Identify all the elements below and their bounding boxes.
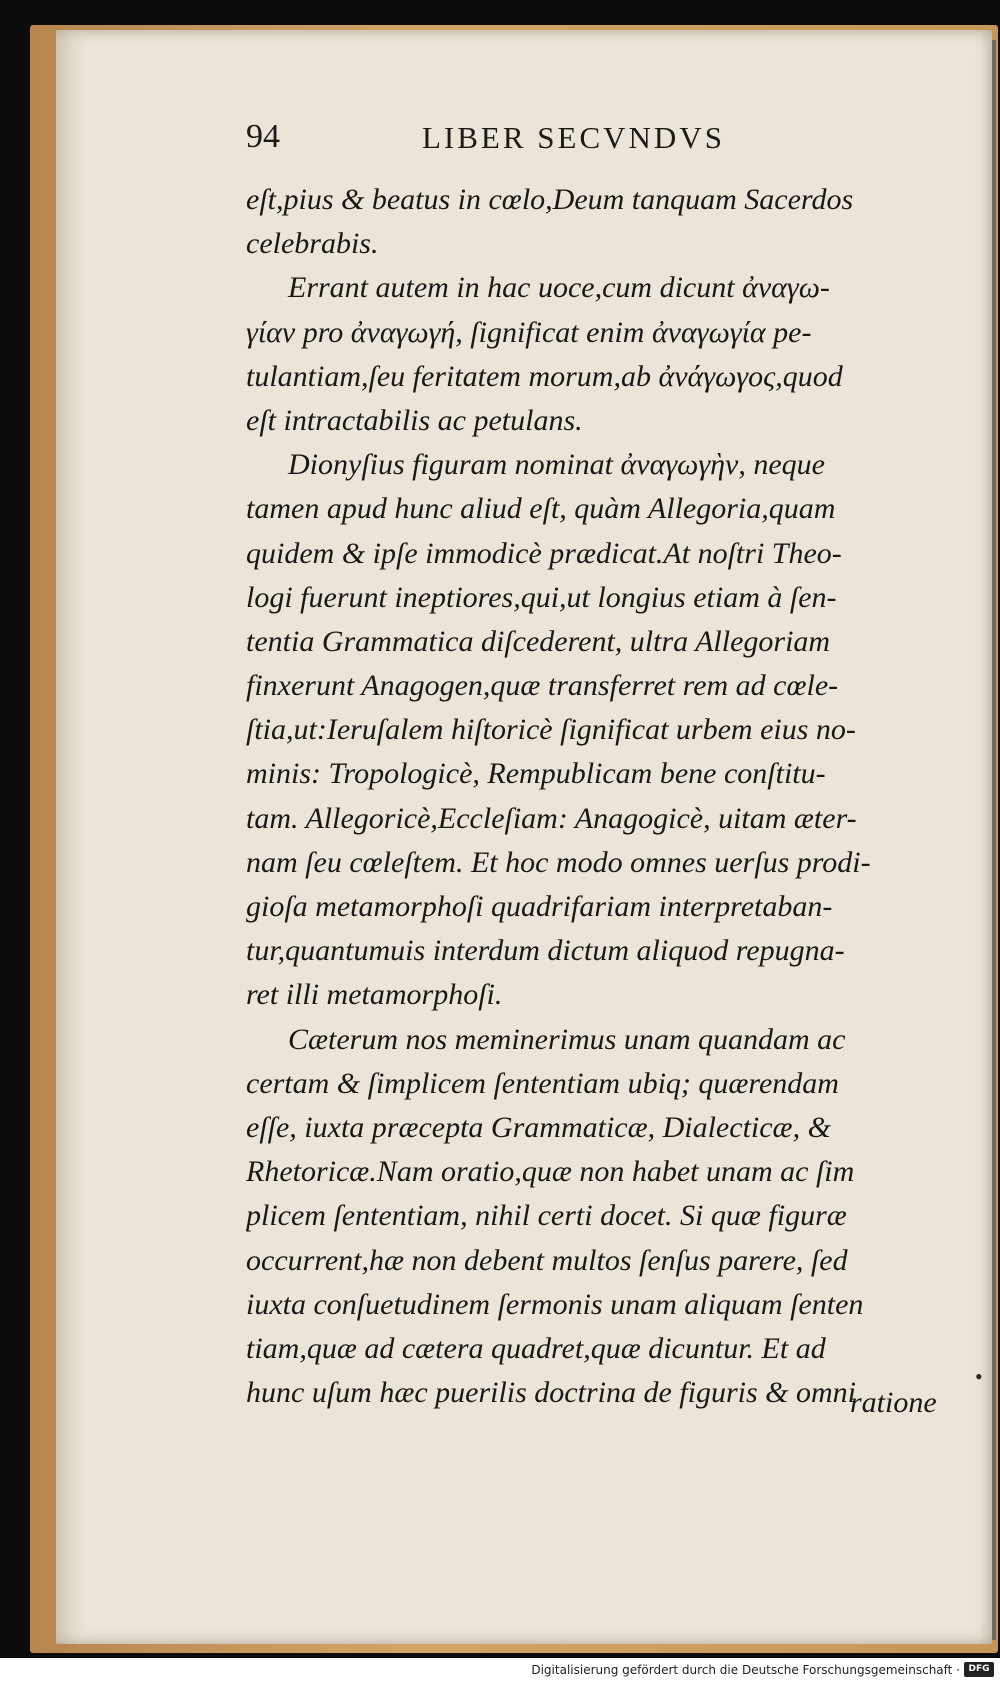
- dfg-logo: DFG: [964, 1662, 994, 1677]
- text-line: tamen apud hunc aliud eſt, quàm Allegoria,quam: [246, 492, 836, 526]
- text-line: nam ſeu cœleſtem. Et hoc modo omnes uerſus prodi-: [246, 845, 871, 879]
- text-line: logi fuerunt ineptiores,qui,ut longius etiam à ſen-: [246, 580, 837, 614]
- text-line: ſtia,ut:Ieruſalem hiſtoricè ſignificat urbem eius no-: [246, 713, 856, 747]
- text-line: gioſa metamorphoſi quadrifariam interpretaban-: [246, 890, 833, 923]
- page-header: [246, 118, 816, 168]
- page-edge-strip: [992, 40, 996, 1640]
- text-line: tulantiam,ſeu feritatem morum,ab ἀνάγωγος,quod: [246, 359, 843, 393]
- text-line: ret illi metamorphoſi.: [246, 978, 503, 1012]
- text-line: certam & ſimplicem ſententiam ubiq; quærendam: [246, 1066, 839, 1100]
- text-line: tiam,quæ ad cætera quadret,quæ dicuntur. Et ad: [246, 1331, 826, 1365]
- text-line: γίαν pro ἀναγωγή, ſignificat enim ἀναγωγία pe-: [246, 315, 812, 349]
- text-line: finxerunt Anagogen,quæ transferret rem ad cœle-: [246, 669, 839, 703]
- text-line: Errant autem in hac uoce,cum dicunt ἀναγω-: [288, 271, 830, 305]
- text-line: plicem ſententiam, nihil certi docet. Si quæ figuræ: [246, 1199, 847, 1233]
- text-line: tam. Allegoricè,Eccleſiam: Anagogicè, uitam æter-: [246, 801, 857, 835]
- text-line: hunc uſum hæc puerilis doctrina de figuris & omni: [246, 1376, 856, 1410]
- body-text: [246, 178, 936, 1415]
- text-line: celebrabis.: [246, 227, 379, 261]
- text-line: iuxta conſuetudinem ſermonis unam aliquam ſenten: [246, 1287, 864, 1321]
- text-line: eſſe, iuxta præcepta Grammaticæ, Dialecticæ, &: [246, 1110, 831, 1144]
- text-line: quidem & ipſe immodicè prædicat.At noſtri Theo-: [246, 536, 842, 570]
- text-line: eſt intractabilis ac petulans.: [246, 403, 583, 437]
- page-number: 94: [246, 118, 280, 155]
- footer-credit: Digitalisierung gefördert durch die Deutsche Forschungsgemeinschaft ·: [531, 1663, 960, 1677]
- text-line: minis: Tropologicè, Rempublicam bene conſtitu-: [246, 757, 826, 791]
- text-line: tur,quantumuis interdum dictum aliquod repugna-: [246, 934, 845, 968]
- text-line: Rhetoricæ.Nam oratio,quæ non habet unam ac ſim: [246, 1155, 855, 1189]
- text-line: Dionyſius figuram nominat ἀναγωγὴν, neque: [288, 448, 825, 482]
- catchword: ratione: [850, 1386, 937, 1419]
- text-line: Cæterum nos meminerimus unam quandam ac: [288, 1022, 846, 1056]
- margin-mark: •: [975, 1364, 983, 1389]
- text-line: eſt,pius & beatus in cœlo,Deum tanquam Sacerdos: [246, 183, 854, 216]
- digitization-footer: [0, 1658, 1000, 1683]
- running-title: LIBER SECVNDVS: [422, 120, 725, 155]
- text-line: tentia Grammatica diſcederent, ultra Allegoriam: [246, 624, 831, 658]
- text-line: occurrent,hæ non debent multos ſenſus parere, ſed: [246, 1243, 848, 1277]
